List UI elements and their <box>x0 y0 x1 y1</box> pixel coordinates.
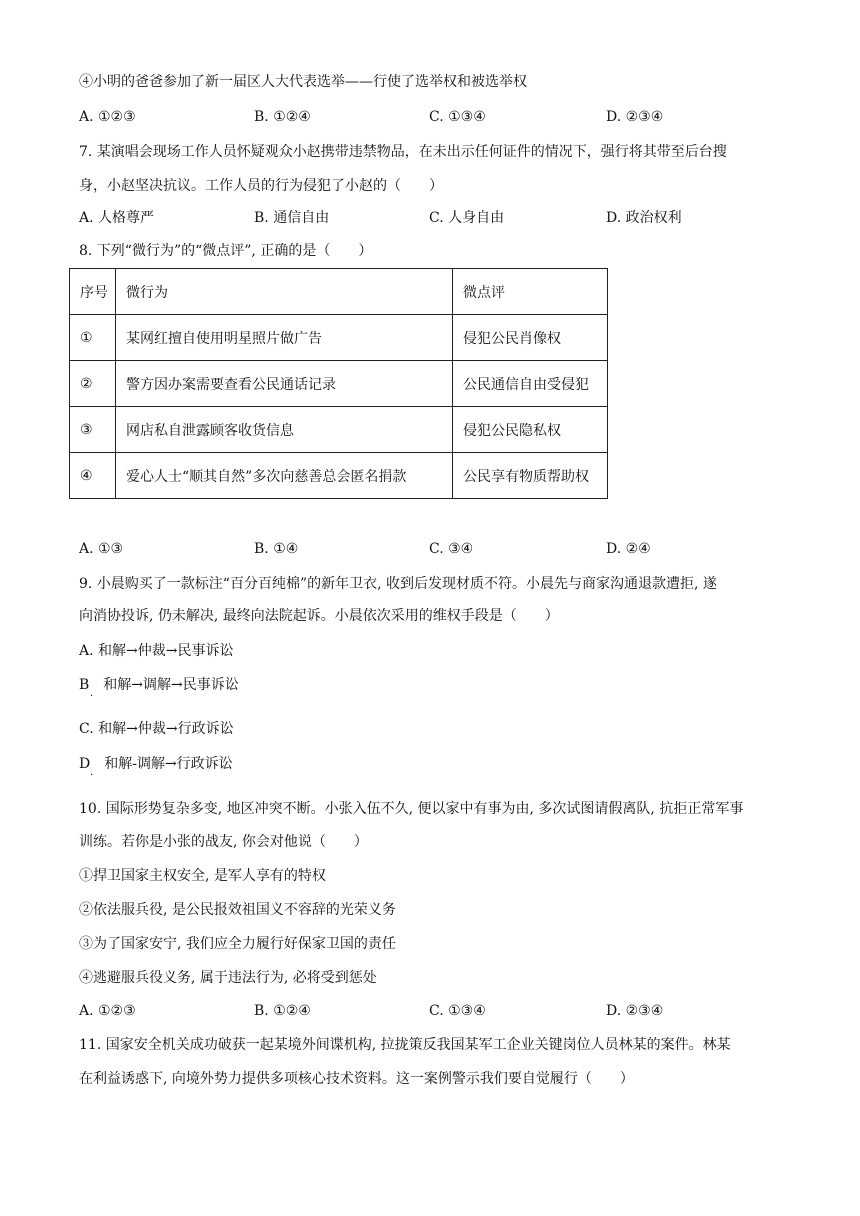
q9-stem-line-1: 9. 小晨购买了一款标注“百分百纯棉”的新年卫衣, 收到后发现材质不符。小晨先与商家沟通退款遭拒, 遂 <box>79 576 717 592</box>
row-index: ④ <box>70 453 116 499</box>
table-row <box>70 361 608 407</box>
q9-option-d: D 和解-调解→行政诉讼 <box>79 756 233 772</box>
row-index: ③ <box>70 407 116 453</box>
q10-statement-4: ④逃避服兵役义务, 属于违法行为, 必将受到惩处 <box>79 970 377 986</box>
row-behavior: 网店私自泄露顾客收货信息 <box>116 407 453 453</box>
q10-option-a: A. ①②③ <box>79 1003 136 1019</box>
q10-stem-line-1: 10. 国际形势复杂多变, 地区冲突不断。小张入伍不久, 便以家中有事为由, 多次试图请假离队, 抗拒正常军事 <box>79 801 744 817</box>
row-comment: 侵犯公民隐私权 <box>453 407 608 453</box>
q7-option-c: C. 人身自由 <box>429 210 505 226</box>
header-index: 序号 <box>70 269 116 315</box>
q9-option-b: B 和解→调解→民事诉讼 <box>79 677 239 693</box>
q7-option-a: A. 人格尊严 <box>79 210 155 226</box>
q8-option-d: D. ②④ <box>606 541 651 557</box>
q8-option-a: A. ①③ <box>79 541 124 557</box>
q8-table <box>69 268 608 499</box>
q9-option-a: A. 和解→仲裁→民事诉讼 <box>79 643 234 659</box>
q10-statement-3: ③为了国家安宁, 我们应全力履行好保家卫国的责任 <box>79 936 396 952</box>
q8-stem: 8. 下列“微行为”的“微点评”, 正确的是（ ） <box>79 243 373 259</box>
table-row <box>70 315 608 361</box>
q6-option-d: D. ②③④ <box>606 109 664 125</box>
q7-options <box>79 208 779 228</box>
row-index: ② <box>70 361 116 407</box>
row-comment: 公民享有物质帮助权 <box>453 453 608 499</box>
q6-statement-4: ④小明的爸爸参加了新一届区人大代表选举——行使了选举权和被选举权 <box>79 74 527 90</box>
table-row <box>70 407 608 453</box>
q10-option-c: C. ①③④ <box>429 1003 486 1019</box>
q11-stem-line-2: 在利益诱惑下, 向境外势力提供多项核心技术资料。这一案例警示我们要自觉履行（ ） <box>79 1071 634 1087</box>
q7-stem-line-2: 身，小赵坚决抗议。工作人员的行为侵犯了小赵的（ ） <box>79 178 443 194</box>
row-behavior: 爱心人士“顺其自然”多次向慈善总会匿名捐款 <box>116 453 453 499</box>
row-index: ① <box>70 315 116 361</box>
q10-statement-1: ①捍卫国家主权安全, 是军人享有的特权 <box>79 868 326 884</box>
table-row <box>70 453 608 499</box>
row-comment: 公民通信自由受侵犯 <box>453 361 608 407</box>
q7-option-b: B. 通信自由 <box>254 210 330 226</box>
q10-stem-line-2: 训练。若你是小张的战友, 你会对他说（ ） <box>79 834 368 850</box>
header-behavior: 微行为 <box>116 269 453 315</box>
q9-option-c: C. 和解→仲裁→行政诉讼 <box>79 721 234 737</box>
q8-option-b: B. ①④ <box>254 541 299 557</box>
q10-statement-2: ②依法服兵役, 是公民报效祖国义不容辞的光荣义务 <box>79 902 396 918</box>
table-header-row <box>70 269 608 315</box>
header-comment: 微点评 <box>453 269 608 315</box>
row-behavior: 警方因办案需要查看公民通话记录 <box>116 361 453 407</box>
q7-stem-line-1: 7. 某演唱会现场工作人员怀疑观众小赵携带违禁物品，在未出示任何证件的情况下，强行将其带至后台搜 <box>79 144 727 160</box>
q10-options <box>79 1001 779 1021</box>
q8-options <box>79 539 779 559</box>
row-behavior: 某网红擅自使用明星照片做广告 <box>116 315 453 361</box>
q10-option-b: B. ①②④ <box>254 1003 311 1019</box>
q8-option-c: C. ③④ <box>429 541 474 557</box>
stray-dot: · <box>90 770 94 781</box>
q10-option-d: D. ②③④ <box>606 1003 664 1019</box>
q6-option-b: B. ①②④ <box>254 109 311 125</box>
stray-dot: · <box>90 691 94 702</box>
q6-option-c: C. ①③④ <box>429 109 486 125</box>
q6-option-a: A. ①②③ <box>79 109 136 125</box>
q6-options <box>79 107 779 127</box>
row-comment: 侵犯公民肖像权 <box>453 315 608 361</box>
q7-option-d: D. 政治权利 <box>606 210 682 226</box>
q11-stem-line-1: 11. 国家安全机关成功破获一起某境外间谍机构, 拉拢策反我国某军工企业关键岗位人员林某的案件。林某 <box>79 1037 731 1053</box>
q9-stem-line-2: 向消协投诉, 仍未解决, 最终向法院起诉。小晨依次采用的维权手段是（ ） <box>79 608 559 624</box>
